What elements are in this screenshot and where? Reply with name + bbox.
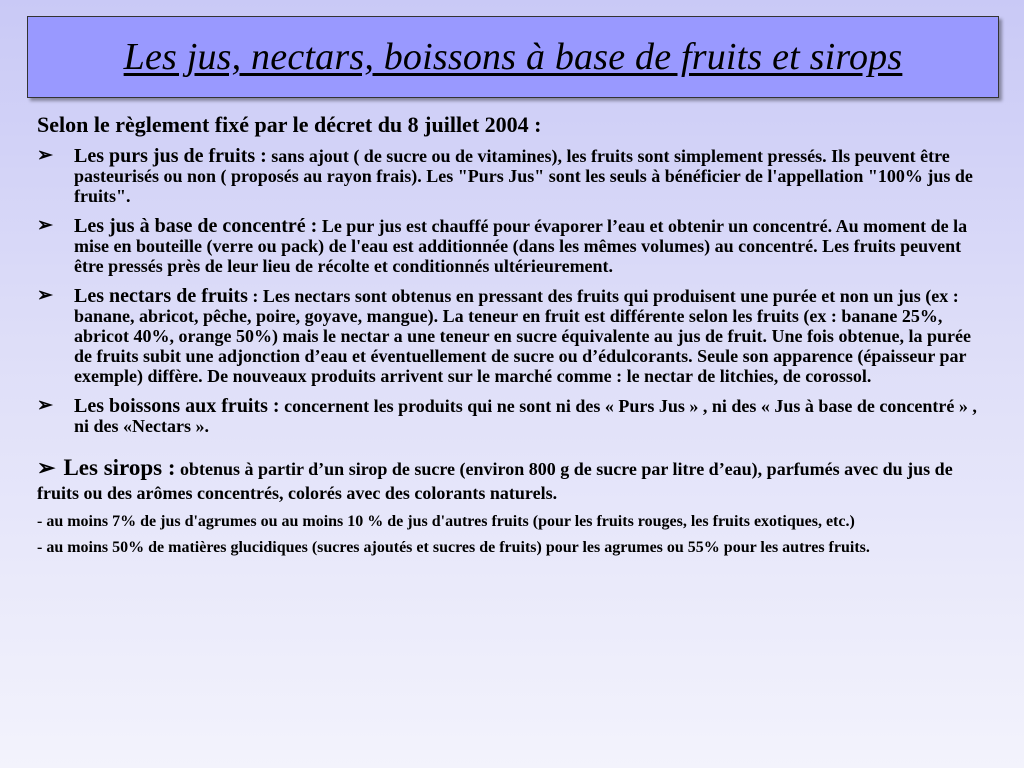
bullet-text: concernent les produits qui ne sont ni des « Purs Jus » , ni des « Jus à base de concentré » , ni des «Nectars ». <box>74 396 977 436</box>
dash-line-glucides: - au moins 50% de matières glucidiques (sucres ajoutés et sucres de fruits) pour les agrumes ou 55% pour les autres fruits. <box>37 539 870 556</box>
bullet-term: Les nectars de fruits <box>74 285 248 307</box>
bullet-concentre <box>37 216 987 276</box>
intro-text: Selon le règlement fixé par le décret du 8 juillet 2004 : <box>37 112 542 137</box>
slide-title: Les jus, nectars, boissons à base de fruits et sirops <box>123 36 903 78</box>
slide-content <box>37 112 987 557</box>
bullet-text: sans ajout ( de sucre ou de vitamines), les fruits sont simplement pressés. Ils peuvent être pasteurisés ou non ( proposés au rayon frais). Les "Purs Jus" sont les seuls à bénéficier de l'appellation "100% jus de fruits". <box>74 146 973 206</box>
bullet-purs-jus <box>37 146 987 206</box>
sirops-text: obtenus à partir d’un sirop de sucre (environ 800 g de sucre par litre d’eau), parfumés avec du jus de fruits ou des arômes concentrés, colorés avec des colorants naturels. <box>37 459 953 503</box>
arrow-bullet-icon: ➢ <box>37 395 53 416</box>
bullet-term: Les jus à base de concentré : <box>74 215 318 237</box>
bullet-text: Le pur jus est chauffé pour évaporer l’eau et obtenir un concentré. Au moment de la mise en bouteille (verre ou pack) de l'eau est additionnée (dans les mêmes volumes) au concentré. Les fruits peuvent être pressés près de leur lieu de récolte et conditionnés ultérieurement. <box>74 216 968 276</box>
bullet-nectars <box>37 286 987 386</box>
title-banner <box>27 16 999 98</box>
dash-line-agrumes: - au moins 7% de jus d'agrumes ou au moins 10 % de jus d'autres fruits (pour les fruits rouges, les fruits exotiques, etc.) <box>37 513 855 530</box>
bullet-term: Les boissons aux fruits : <box>74 395 280 417</box>
arrow-bullet-icon: ➢ <box>37 215 53 236</box>
bullet-term: Les purs jus de fruits : <box>74 145 267 167</box>
sirops-paragraph <box>37 456 987 505</box>
arrow-bullet-icon: ➢ <box>37 285 53 306</box>
bullet-boissons <box>37 396 987 436</box>
arrow-bullet-icon: ➢ <box>37 455 56 480</box>
bullet-text: : Les nectars sont obtenus en pressant des fruits qui produisent une purée et non un jus (ex : banane, abricot, pêche, poire, goyave, mangue). La teneur en fruit est différente selon les fruits (ex : banane 25%, abricot 40%, orange 50%) mais le nectar a une teneur en sucre équivalente au jus de fruit. Une fois obtenue, la purée de fruits subit une adjonction d’eau et éventuellement de sucre ou d’édulcorants. Seule son apparence (épaisseur par exemple) diffère. De nouveaux produits arrivent sur le marché comme : le nectar de litchies, de corossol. <box>74 286 971 386</box>
arrow-bullet-icon: ➢ <box>37 145 53 166</box>
sirops-term: Les sirops : <box>63 455 176 480</box>
